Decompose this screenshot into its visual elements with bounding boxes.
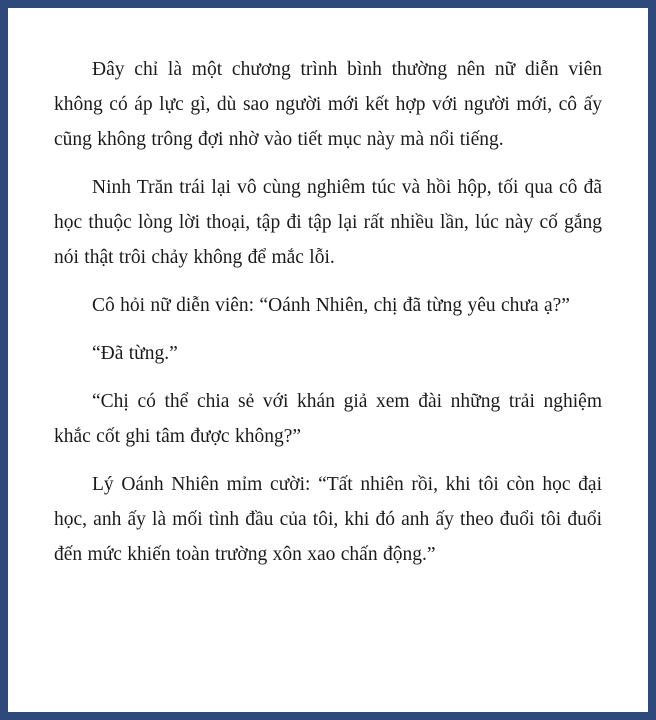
paragraph: “Đã từng.” bbox=[92, 343, 178, 364]
paragraph: Đây chỉ là một chương trình bình thường nên nữ diễn viên không có áp lực gì, dù sao người mới kết hợp với người mới, cô ấy cũng không trông đợi nhờ vào tiết mục này mà nổi tiếng. bbox=[54, 59, 602, 150]
page-content bbox=[8, 8, 648, 572]
paragraph: Ninh Trăn trái lại vô cùng nghiêm túc và hồi hộp, tối qua cô đã học thuộc lòng lời thoại, tập đi tập lại rất nhiều lần, lúc này cố gắng nói thật trôi chảy không để mắc lỗi. bbox=[54, 177, 602, 268]
paragraph: Lý Oánh Nhiên mỉm cười: “Tất nhiên rồi, khi tôi còn học đại học, anh ấy là mối tình đầu của tôi, khi đó anh ấy theo đuổi tôi đuổi đến mức khiến toàn trường xôn xao chấn động.” bbox=[54, 474, 602, 565]
document-page bbox=[8, 8, 648, 712]
paragraph: Cô hỏi nữ diễn viên: “Oánh Nhiên, chị đã từng yêu chưa ạ?” bbox=[92, 295, 570, 316]
paragraph: “Chị có thể chia sẻ với khán giả xem đài những trải nghiệm khắc cốt ghi tâm được không?” bbox=[54, 391, 602, 447]
